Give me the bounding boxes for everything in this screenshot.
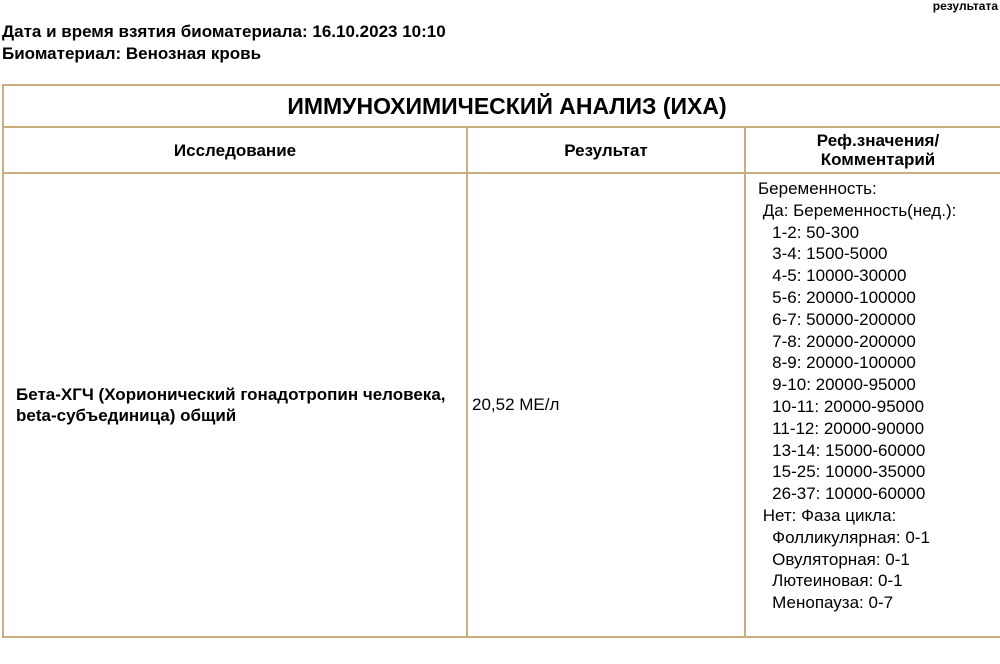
reference-line: Менопауза: 0-7: [758, 593, 894, 613]
results-table: [2, 84, 1000, 638]
reference-line: 11-12: 20000-90000: [758, 418, 925, 438]
reference-line: Да: Беременность(нед.):: [758, 200, 957, 220]
reference-line: 5-6: 20000-100000: [758, 287, 916, 307]
header-test: Исследование: [3, 127, 467, 173]
reference-line: 10-11: 20000-95000: [758, 396, 925, 416]
reference-line: 9-10: 20000-95000: [758, 375, 916, 395]
biomaterial: Биоматериал: Венозная кровь: [2, 44, 262, 63]
sample-meta: [2, 21, 446, 65]
sample-datetime: Дата и время взятия биоматериала: 16.10.2023 10:10: [2, 22, 446, 41]
table-title: ИММУНОХИМИЧЕСКИЙ АНАЛИЗ (ИХА): [3, 85, 1000, 127]
reference-line: Фолликулярная: 0-1: [758, 527, 930, 547]
test-name: Бета-ХГЧ (Хорионический гонадотропин человека, beta-субъединица) общий: [3, 173, 467, 637]
header-result: Результат: [467, 127, 745, 173]
reference-line: 26-37: 10000-60000: [758, 484, 926, 504]
test-result: 20,52 МЕ/л: [467, 173, 745, 637]
reference-line: Нет: Фаза цикла:: [758, 505, 897, 525]
reference-line: Овуляторная: 0-1: [758, 549, 910, 569]
corner-note: результата: [932, 0, 998, 13]
reference-line: 7-8: 20000-200000: [758, 331, 916, 351]
reference-line: 3-4: 1500-5000: [758, 244, 888, 264]
reference-line: 6-7: 50000-200000: [758, 309, 916, 329]
header-reference: Реф.значения/ Комментарий: [745, 127, 1000, 173]
reference-line: Беременность:: [758, 179, 877, 198]
reference-line: Лютеиновая: 0-1: [758, 571, 903, 591]
table-row: [3, 173, 1000, 637]
reference-line: 15-25: 10000-35000: [758, 462, 926, 482]
reference-line: 4-5: 10000-30000: [758, 266, 907, 286]
reference-line: 13-14: 15000-60000: [758, 440, 926, 460]
reference-line: 8-9: 20000-100000: [758, 353, 916, 373]
reference-line: 1-2: 50-300: [758, 222, 860, 242]
reference-values: [745, 173, 1000, 637]
